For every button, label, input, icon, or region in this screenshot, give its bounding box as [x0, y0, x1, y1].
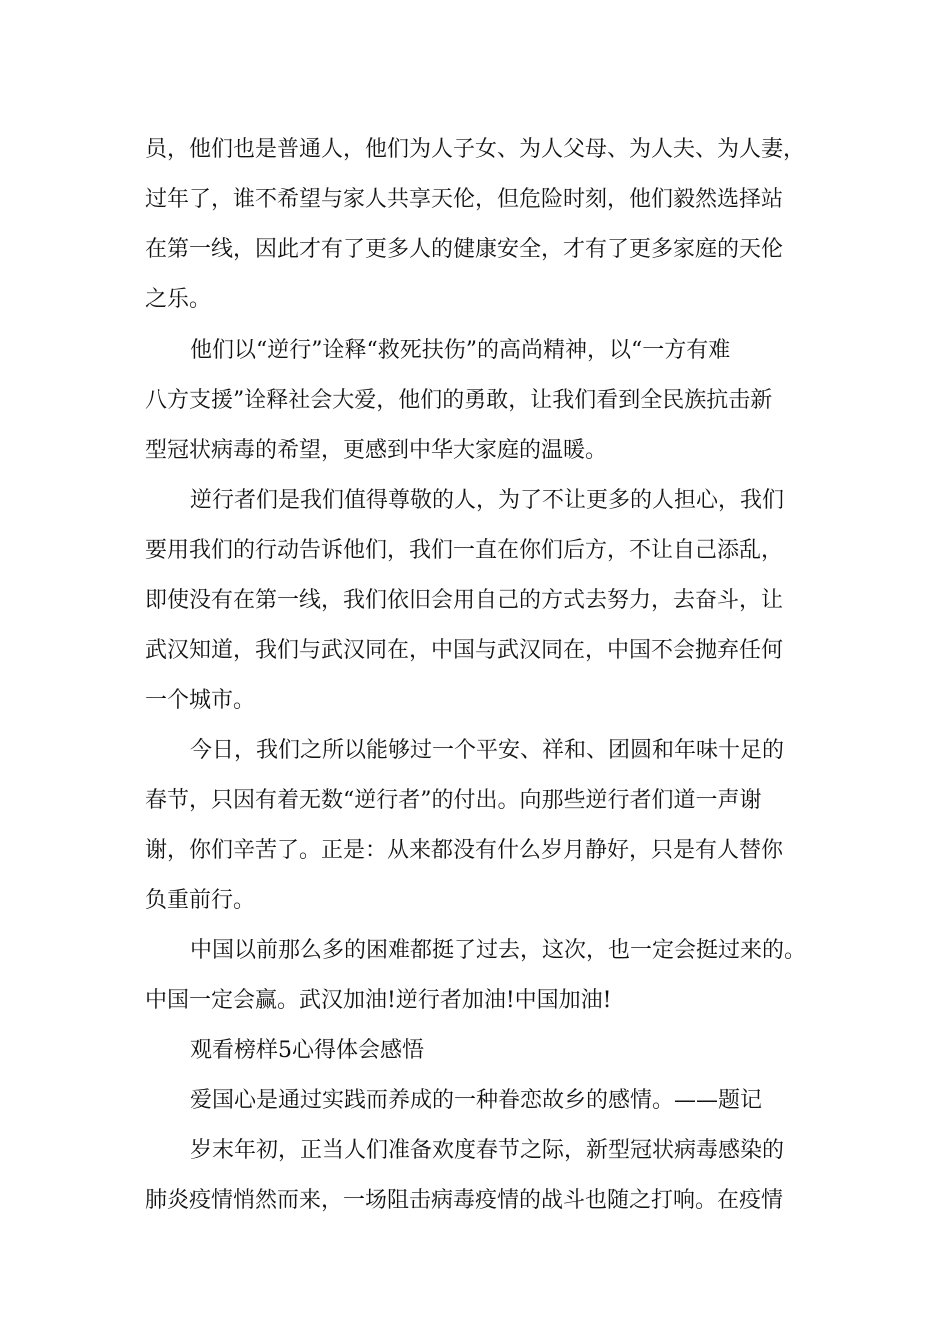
paragraph-start-line: 今日，我们之所以能够过一个平安、祥和、团圆和年味十足的 — [190, 738, 785, 763]
paragraph-start-line: 他们以“逆行”诠释“救死扶伤”的高尚精神，以“一方有难 — [190, 338, 731, 363]
text-line: 中国一定会赢。武汉加油!逆行者加油!中国加油! — [145, 988, 612, 1013]
text-line: 要用我们的行动告诉他们，我们一直在你们后方，不让自己添乱， — [145, 538, 784, 563]
text-line: 谢，你们辛苦了。正是：从来都没有什么岁月静好，只是有人替你 — [145, 838, 784, 863]
text-line: 八方支援”诠释社会大爱，他们的勇敢，让我们看到全民族抗击新 — [145, 388, 773, 413]
text-line: 一个城市。 — [145, 688, 256, 713]
text-line: 之乐。 — [145, 287, 212, 312]
text-line: 员，他们也是普通人，他们为人子女、为人父母、为人夫、为人妻， — [145, 137, 806, 162]
text-line: 型冠状病毒的希望，更感到中华大家庭的温暖。 — [145, 438, 608, 463]
text-line: 过年了，谁不希望与家人共享天伦，但危险时刻，他们毅然选择站 — [145, 187, 784, 212]
paragraph-start-line: 逆行者们是我们值得尊敬的人，为了不让更多的人担心，我们 — [190, 488, 785, 513]
epigraph-line: 爱国心是通过实践而养成的一种眷恋故乡的感情。——题记 — [190, 1088, 763, 1113]
paragraph-start-line: 中国以前那么多的困难都挺了过去，这次，也一定会挺过来的。 — [190, 938, 807, 963]
text-line: 负重前行。 — [145, 888, 256, 913]
text-line: 在第一线，因此才有了更多人的健康安全，才有了更多家庭的天伦 — [145, 237, 784, 262]
text-line: 即使没有在第一线，我们依旧会用自己的方式去努力，去奋斗，让 — [145, 588, 784, 613]
text-line: 肺炎疫情悄然而来，一场阻击病毒疫情的战斗也随之打响。在疫情 — [145, 1188, 784, 1213]
text-line: 春节，只因有着无数“逆行者”的付出。向那些逆行者们道一声谢 — [145, 788, 762, 813]
section-heading: 观看榜样5心得体会感悟 — [190, 1038, 424, 1063]
paragraph-start-line: 岁末年初，正当人们准备欢度春节之际，新型冠状病毒感染的 — [190, 1138, 785, 1163]
text-line: 武汉知道，我们与武汉同在，中国与武汉同在，中国不会抛弃任何 — [145, 638, 784, 663]
